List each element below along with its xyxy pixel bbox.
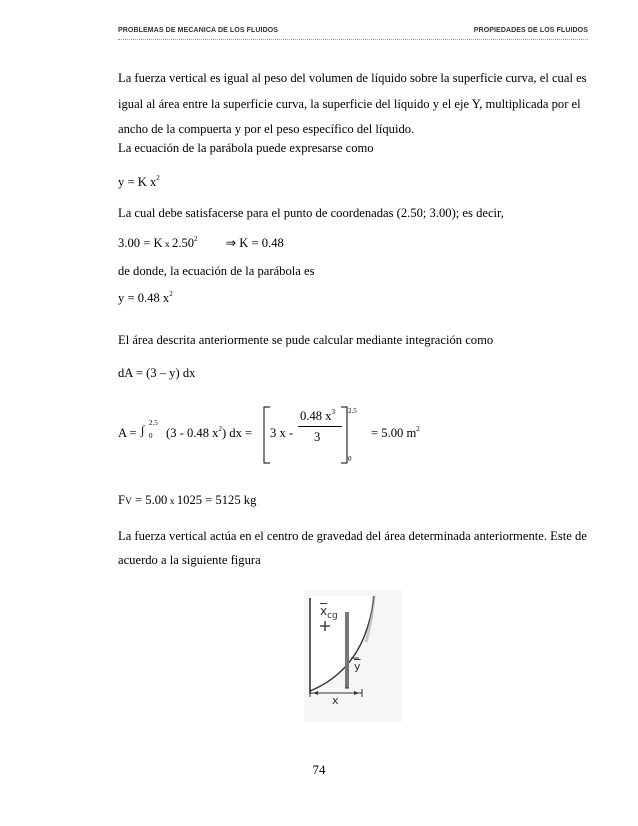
equation-text: y = 0.48 x <box>118 291 170 305</box>
x-label: x <box>332 694 339 707</box>
bracket-term: 3 x - <box>270 426 294 440</box>
paragraph-line: acuerdo a la siguiente figura <box>118 553 261 567</box>
times-sign: x <box>162 240 173 250</box>
xcg-symbol: $\overline{x}$ <box>320 604 328 618</box>
exponent: 3 <box>331 408 335 416</box>
integral-sign: ∫ <box>141 423 145 437</box>
fraction-bar <box>298 426 342 427</box>
equation-result: ⇒ K = 0.48 <box>225 236 284 250</box>
paragraph-line: La ecuación de la parábola puede expresarse como <box>118 141 374 155</box>
xcg-label <box>320 604 338 621</box>
paragraph-line: igual al área entre la superficie curva, la superficie del líquido y el eje Y, multiplicada por el <box>118 97 581 111</box>
paragraph-line: El área descrita anteriormente se pude calcular mediante integración como <box>118 333 494 347</box>
xcg-subscript: cg <box>327 611 338 621</box>
equation-text: 2.50 <box>172 236 195 250</box>
equation-text: y = K x <box>118 175 157 189</box>
area-result-text: = 5.00 m <box>371 426 417 440</box>
page-number: 74 <box>312 762 326 777</box>
equation-differential-area: dA = (3 – y) dx <box>118 366 196 380</box>
integral-upper-limit: 2.5 <box>149 419 158 427</box>
evaluation-upper-limit: 2.5 <box>348 407 357 415</box>
equation-text: 1025 = 5125 kg <box>176 493 257 507</box>
paragraph-line: de donde, la ecuación de la parábola es <box>118 264 315 278</box>
equation-solve-k <box>118 236 284 252</box>
figure-drawing <box>304 590 402 722</box>
force-subscript: V <box>125 497 132 507</box>
force-symbol: F <box>118 493 126 507</box>
equation-parabola <box>118 291 173 305</box>
integrand-end: ) dx = <box>221 426 253 440</box>
fraction-denominator: 3 <box>314 430 321 444</box>
paragraph-line: La cual debe satisfacerse para el punto de coordenadas (2.50; 3.00); es decir, <box>118 206 504 220</box>
exponent: 2 <box>156 174 160 182</box>
fraction-numerator <box>300 409 335 424</box>
exponent: 2 <box>194 235 198 243</box>
header-rule <box>118 39 588 40</box>
equation-prefix: A = <box>118 426 137 440</box>
evaluation-lower-limit: 0 <box>348 455 352 463</box>
area-result <box>371 426 420 440</box>
equation-vertical-force <box>118 493 256 509</box>
numerator-text: 0.48 x <box>300 409 332 423</box>
paragraph-line: La fuerza vertical es igual al peso del volumen de líquido sobre la superficie curva, el cual es <box>118 71 587 85</box>
paragraph-line: La fuerza vertical actúa en el centro de gravedad del área determinada anteriormente. Este de <box>118 529 587 543</box>
exponent: 2 <box>218 425 222 433</box>
integrand <box>166 426 252 440</box>
exponent: 2 <box>169 290 173 298</box>
integrand-text: (3 - 0.48 x <box>166 426 219 440</box>
running-header-right: PROPIEDADES DE LOS FLUIDOS <box>473 27 588 34</box>
paragraph-line: ancho de la compuerta y por el peso específico del líquido. <box>118 122 415 136</box>
times-sign: x <box>167 497 177 507</box>
equation-text: 3.00 = K <box>118 236 163 250</box>
running-header-left: PROBLEMAS DE MECANICA DE LOS FLUIDOS <box>118 27 279 34</box>
exponent: 2 <box>416 425 420 433</box>
equation-parabola-general <box>118 175 160 189</box>
integral-lower-limit: 0 <box>149 432 153 440</box>
parabolic-area-figure <box>304 590 402 722</box>
equation-text: = 5.00 <box>131 493 168 507</box>
ybar-label: $\overline{y}$ <box>354 660 361 673</box>
